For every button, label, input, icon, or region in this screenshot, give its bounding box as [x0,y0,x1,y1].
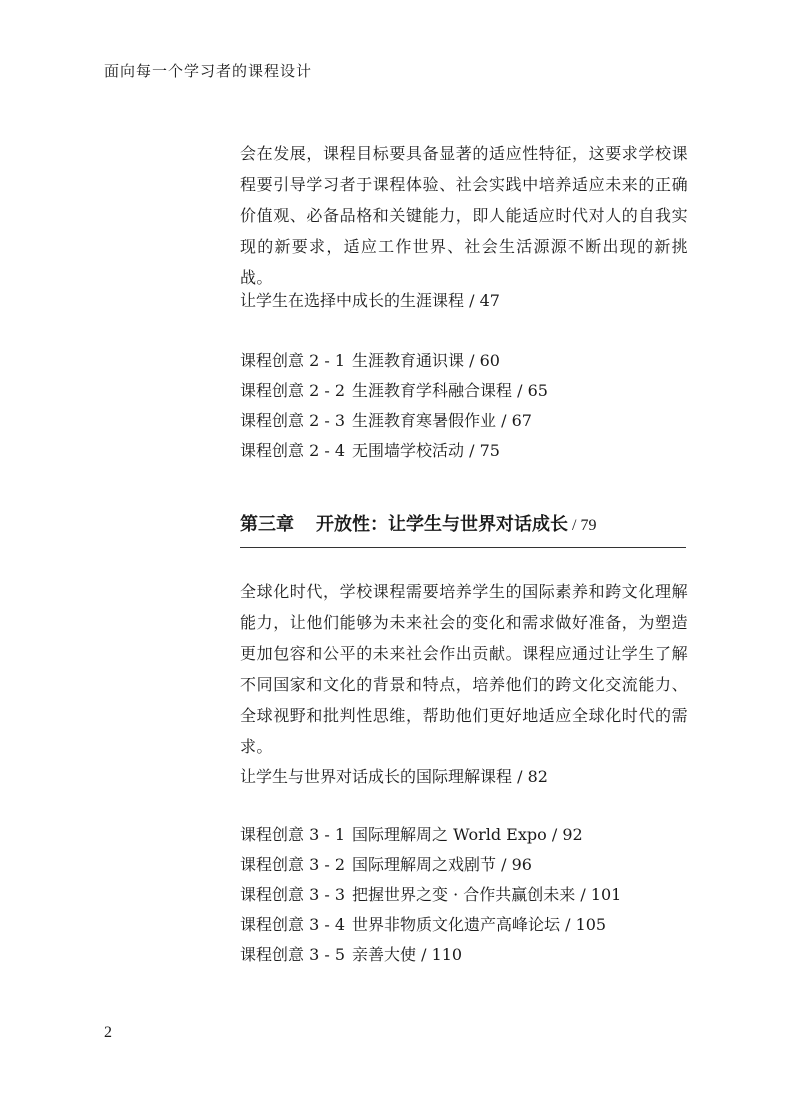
toc-entry[interactable] [240,850,621,880]
toc-entry-code: 课程创意 2 - 1 [240,351,346,370]
toc-entry-title: 生涯教育寒暑假作业 / 67 [352,411,532,430]
toc-entry-code: 课程创意 3 - 5 [240,945,346,964]
toc-entry-code: 课程创意 3 - 1 [240,825,346,844]
page-number: 2 [104,1024,112,1041]
toc-entry-title: 国际理解周之 World Expo / 92 [352,825,583,844]
chapter-heading[interactable] [240,510,596,536]
toc-entry[interactable] [240,346,548,376]
body-paragraph: 会在发展，课程目标要具备显著的适应性特征，这要求学校课程要引导学习者于课程体验、社会实践中培养适应未来的正确价值观、必备品格和关键能力，即人能适应时代对人的自我实现的新要求，适应工作世界、社会生活源源不断出现的新挑战。 [240,144,688,287]
toc-entry[interactable] [240,940,621,970]
section-heading: 让学生在选择中成长的生涯课程 / 47 [240,291,500,310]
toc-entry[interactable] [240,820,621,850]
toc-entry[interactable] [240,910,621,940]
toc-entry-code: 课程创意 3 - 4 [240,915,346,934]
toc-entry[interactable] [240,376,548,406]
toc-entry-title: 把握世界之变 · 合作共赢创未来 / 101 [352,885,622,904]
running-head: 面向每一个学习者的课程设计 [104,62,313,80]
toc-entry-code: 课程创意 2 - 4 [240,441,346,460]
toc-entry-code: 课程创意 2 - 3 [240,411,346,430]
toc-entry[interactable] [240,436,548,466]
body-paragraph: 全球化时代，学校课程需要培养学生的国际素养和跨文化理解能力，让他们能够为未来社会的变化和需求做好准备，为塑造更加包容和公平的未来社会作出贡献。课程应通过让学生了解不同国家和文化的背景和特点，培养他们的跨文化交流能力、全球视野和批判性思维，帮助他们更好地适应全球化时代的需求。 [240,582,688,756]
toc-entry-title: 世界非物质文化遗产高峰论坛 / 105 [352,915,607,934]
toc-entry[interactable] [240,880,621,910]
chapter-number: 第三章 [240,514,294,535]
toc-entry-title: 无围墙学校活动 / 75 [352,441,500,460]
toc-entry-code: 课程创意 3 - 2 [240,855,346,874]
chapter-rule [240,547,686,548]
toc-entry-code: 课程创意 2 - 2 [240,381,346,400]
chapter-page: / 79 [568,517,597,534]
chapter-title: 开放性：让学生与世界对话成长 [316,514,568,535]
toc-entry-title: 亲善大使 / 110 [352,945,463,964]
toc-entry-title: 生涯教育学科融合课程 / 65 [352,381,548,400]
toc-list [240,820,621,970]
toc-entry-title: 生涯教育通识课 / 60 [352,351,500,370]
toc-entry-code: 课程创意 3 - 3 [240,885,346,904]
toc-entry[interactable] [240,406,548,436]
toc-list [240,346,548,466]
toc-entry-title: 国际理解周之戏剧节 / 96 [352,855,532,874]
section-heading: 让学生与世界对话成长的国际理解课程 / 82 [240,767,548,786]
